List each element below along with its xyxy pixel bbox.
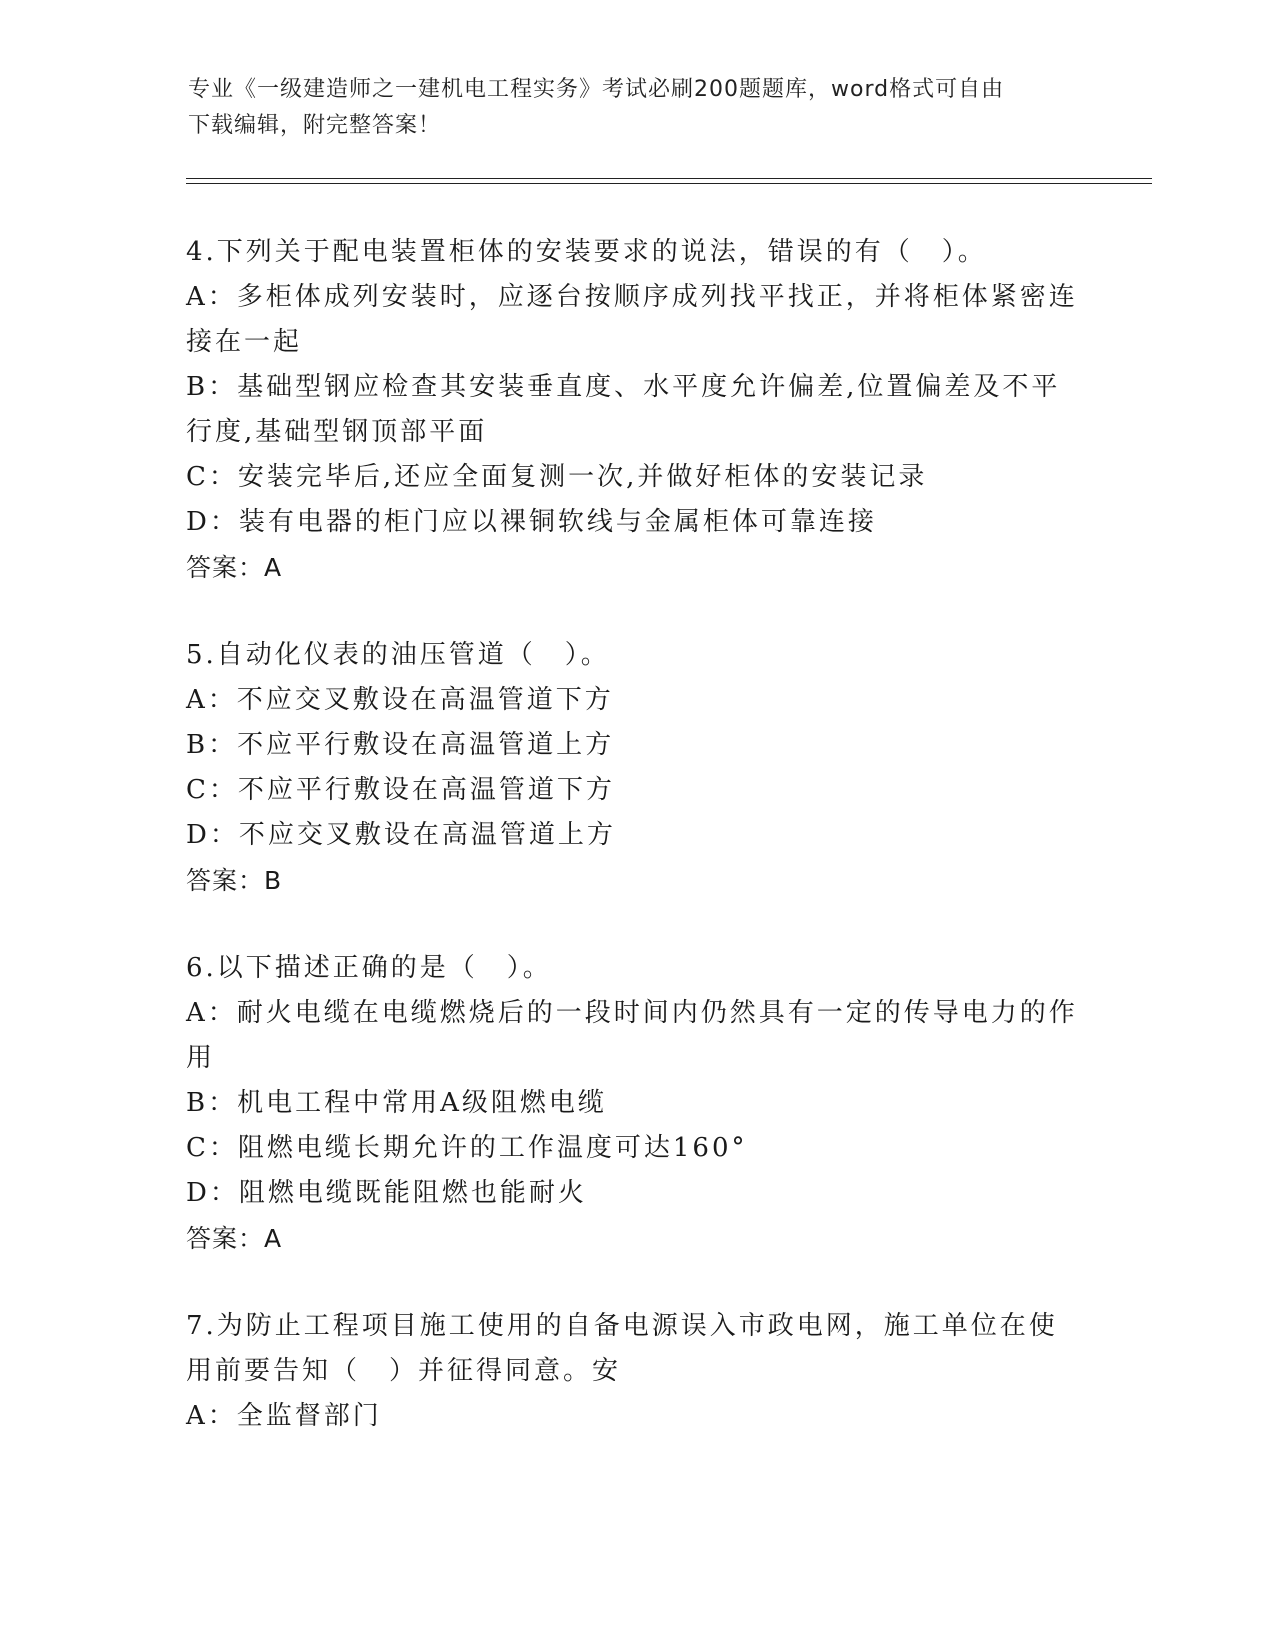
option-a: A：多柜体成列安装时，应逐台按顺序成列找平找正，并将柜体紧密连	[186, 282, 1078, 312]
question-stem-continued: 用前要告知（ ）并征得同意。安	[186, 1356, 622, 1386]
header-line-1: 专业《一级建造师之一建机电工程实务》考试必刷200题题库，word格式可自由	[188, 77, 1005, 102]
option-b-continued: 行度,基础型钢顶部平面	[186, 417, 488, 447]
option-b: B：不应平行敷设在高温管道上方	[186, 730, 615, 760]
answer-line: 答案：B	[186, 866, 283, 895]
question-stem: 5.自动化仪表的油压管道（ ）。	[186, 640, 610, 670]
question-6	[186, 946, 1086, 1261]
option-a: A：不应交叉敷设在高温管道下方	[186, 685, 614, 715]
option-c: C：不应平行敷设在高温管道下方	[186, 775, 615, 805]
option-b: B：基础型钢应检查其安装垂直度、水平度允许偏差,位置偏差及不平	[186, 372, 1061, 402]
question-stem: 4.下列关于配电装置柜体的安装要求的说法，错误的有（ ）。	[186, 237, 987, 267]
option-a-continued: 用	[186, 1043, 216, 1073]
question-stem: 6.以下描述正确的是（ ）。	[186, 953, 552, 983]
answer-line: 答案：A	[186, 553, 283, 582]
option-b: B：机电工程中常用A级阻燃电缆	[186, 1088, 607, 1118]
question-list	[186, 230, 1086, 1439]
header-divider-top	[186, 178, 1152, 179]
option-a-continued: 接在一起	[186, 327, 303, 357]
question-5	[186, 633, 1086, 903]
question-4	[186, 230, 1086, 590]
option-c: C：阻燃电缆长期允许的工作温度可达160°	[186, 1133, 748, 1163]
header-line-2: 下载编辑，附完整答案！	[188, 113, 442, 138]
option-a: A：全监督部门	[186, 1401, 382, 1431]
option-a: A：耐火电缆在电缆燃烧后的一段时间内仍然具有一定的传导电力的作	[186, 998, 1078, 1028]
option-d: D：装有电器的柜门应以裸铜软线与金属柜体可靠连接	[186, 507, 877, 537]
answer-line: 答案：A	[186, 1224, 283, 1253]
question-7	[186, 1304, 1086, 1439]
option-d: D：阻燃电缆既能阻燃也能耐火	[186, 1178, 587, 1208]
option-d: D：不应交叉敷设在高温管道上方	[186, 820, 616, 850]
question-stem: 7.为防止工程项目施工使用的自备电源误入市政电网，施工单位在使	[186, 1311, 1058, 1341]
document-header	[188, 72, 1088, 144]
option-c: C：安装完毕后,还应全面复测一次,并做好柜体的安装记录	[186, 462, 928, 492]
header-divider-bottom	[186, 183, 1152, 184]
